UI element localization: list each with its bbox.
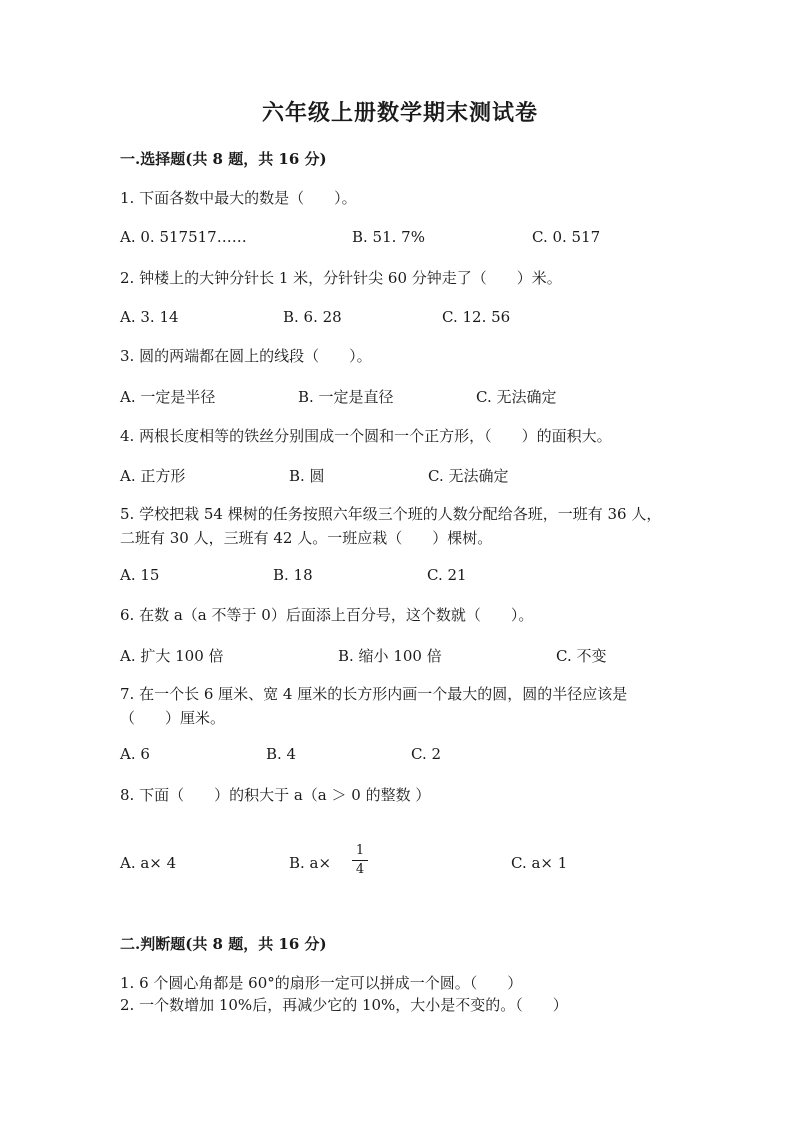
page-title: 六年级上册数学期末测试卷 <box>261 100 538 126</box>
option-8c: C. a× 1 <box>511 854 568 872</box>
section-heading-choice: 一.选择题(共 8 题，共 16 分) <box>120 150 327 168</box>
option-4a: A. 正方形 <box>120 467 186 485</box>
judge-question-1: 1. 6 个圆心角都是 60°的扇形一定可以拼成一个圆。（ ） <box>120 974 523 992</box>
option-4b: B. 圆 <box>289 467 325 485</box>
option-6a: A. 扩大 100 倍 <box>120 647 224 665</box>
option-2b: B. 6. 28 <box>283 308 342 326</box>
option-6b: B. 缩小 100 倍 <box>338 647 442 665</box>
option-2c: C. 12. 56 <box>442 308 511 326</box>
fraction-one-quarter <box>352 843 368 878</box>
option-2a: A. 3. 14 <box>120 308 179 326</box>
option-8b: B. a× <box>289 854 332 872</box>
option-7b: B. 4 <box>266 745 297 763</box>
fraction-bar <box>352 860 368 861</box>
option-1c: C. 0. 517 <box>532 228 601 246</box>
option-5b: B. 18 <box>273 566 313 584</box>
question-2: 2. 钟楼上的大钟分针长 1 米，分针针尖 60 分钟走了（ ）米。 <box>120 269 562 287</box>
option-7c: C. 2 <box>411 745 442 763</box>
option-5a: A. 15 <box>120 566 160 584</box>
question-1: 1. 下面各数中最大的数是（ ）。 <box>120 189 357 207</box>
fraction-numerator: 1 <box>355 843 365 858</box>
question-5: 5. 学校把栽 54 棵树的任务按照六年级三个班的人数分配给各班，一班有 36 人，二班有 30 人，三班有 42 人。一班应栽（ ）棵树。 <box>120 505 662 547</box>
question-6: 6. 在数 a（a 不等于 0）后面添上百分号，这个数就（ ）。 <box>120 606 534 624</box>
option-6c: C. 不变 <box>556 647 607 665</box>
question-4: 4. 两根长度相等的铁丝分别围成一个圆和一个正方形，（ ）的面积大。 <box>120 427 612 445</box>
question-8: 8. 下面（ ）的积大于 a（a ＞ 0 的整数 ） <box>120 786 431 804</box>
option-7a: A. 6 <box>120 745 150 763</box>
option-1b: B. 51. 7% <box>352 228 425 246</box>
question-3: 3. 圆的两端都在圆上的线段（ ）。 <box>120 347 372 365</box>
fraction-denominator: 4 <box>355 862 365 877</box>
question-7: 7. 在一个长 6 厘米、宽 4 厘米的长方形内画一个最大的圆，圆的半径应该是（ ）厘米。 <box>120 685 628 727</box>
option-3b: B. 一定是直径 <box>298 388 394 406</box>
option-8a: A. a× 4 <box>120 854 177 872</box>
option-1a: A. 0. 517517…… <box>120 228 247 246</box>
judge-question-2: 2. 一个数增加 10%后，再减少它的 10%，大小是不变的。（ ） <box>120 996 568 1014</box>
option-3a: A. 一定是半径 <box>120 388 216 406</box>
option-4c: C. 无法确定 <box>428 467 509 485</box>
option-5c: C. 21 <box>427 566 467 584</box>
option-3c: C. 无法确定 <box>476 388 557 406</box>
section-heading-judge: 二.判断题(共 8 题，共 16 分) <box>120 935 327 953</box>
